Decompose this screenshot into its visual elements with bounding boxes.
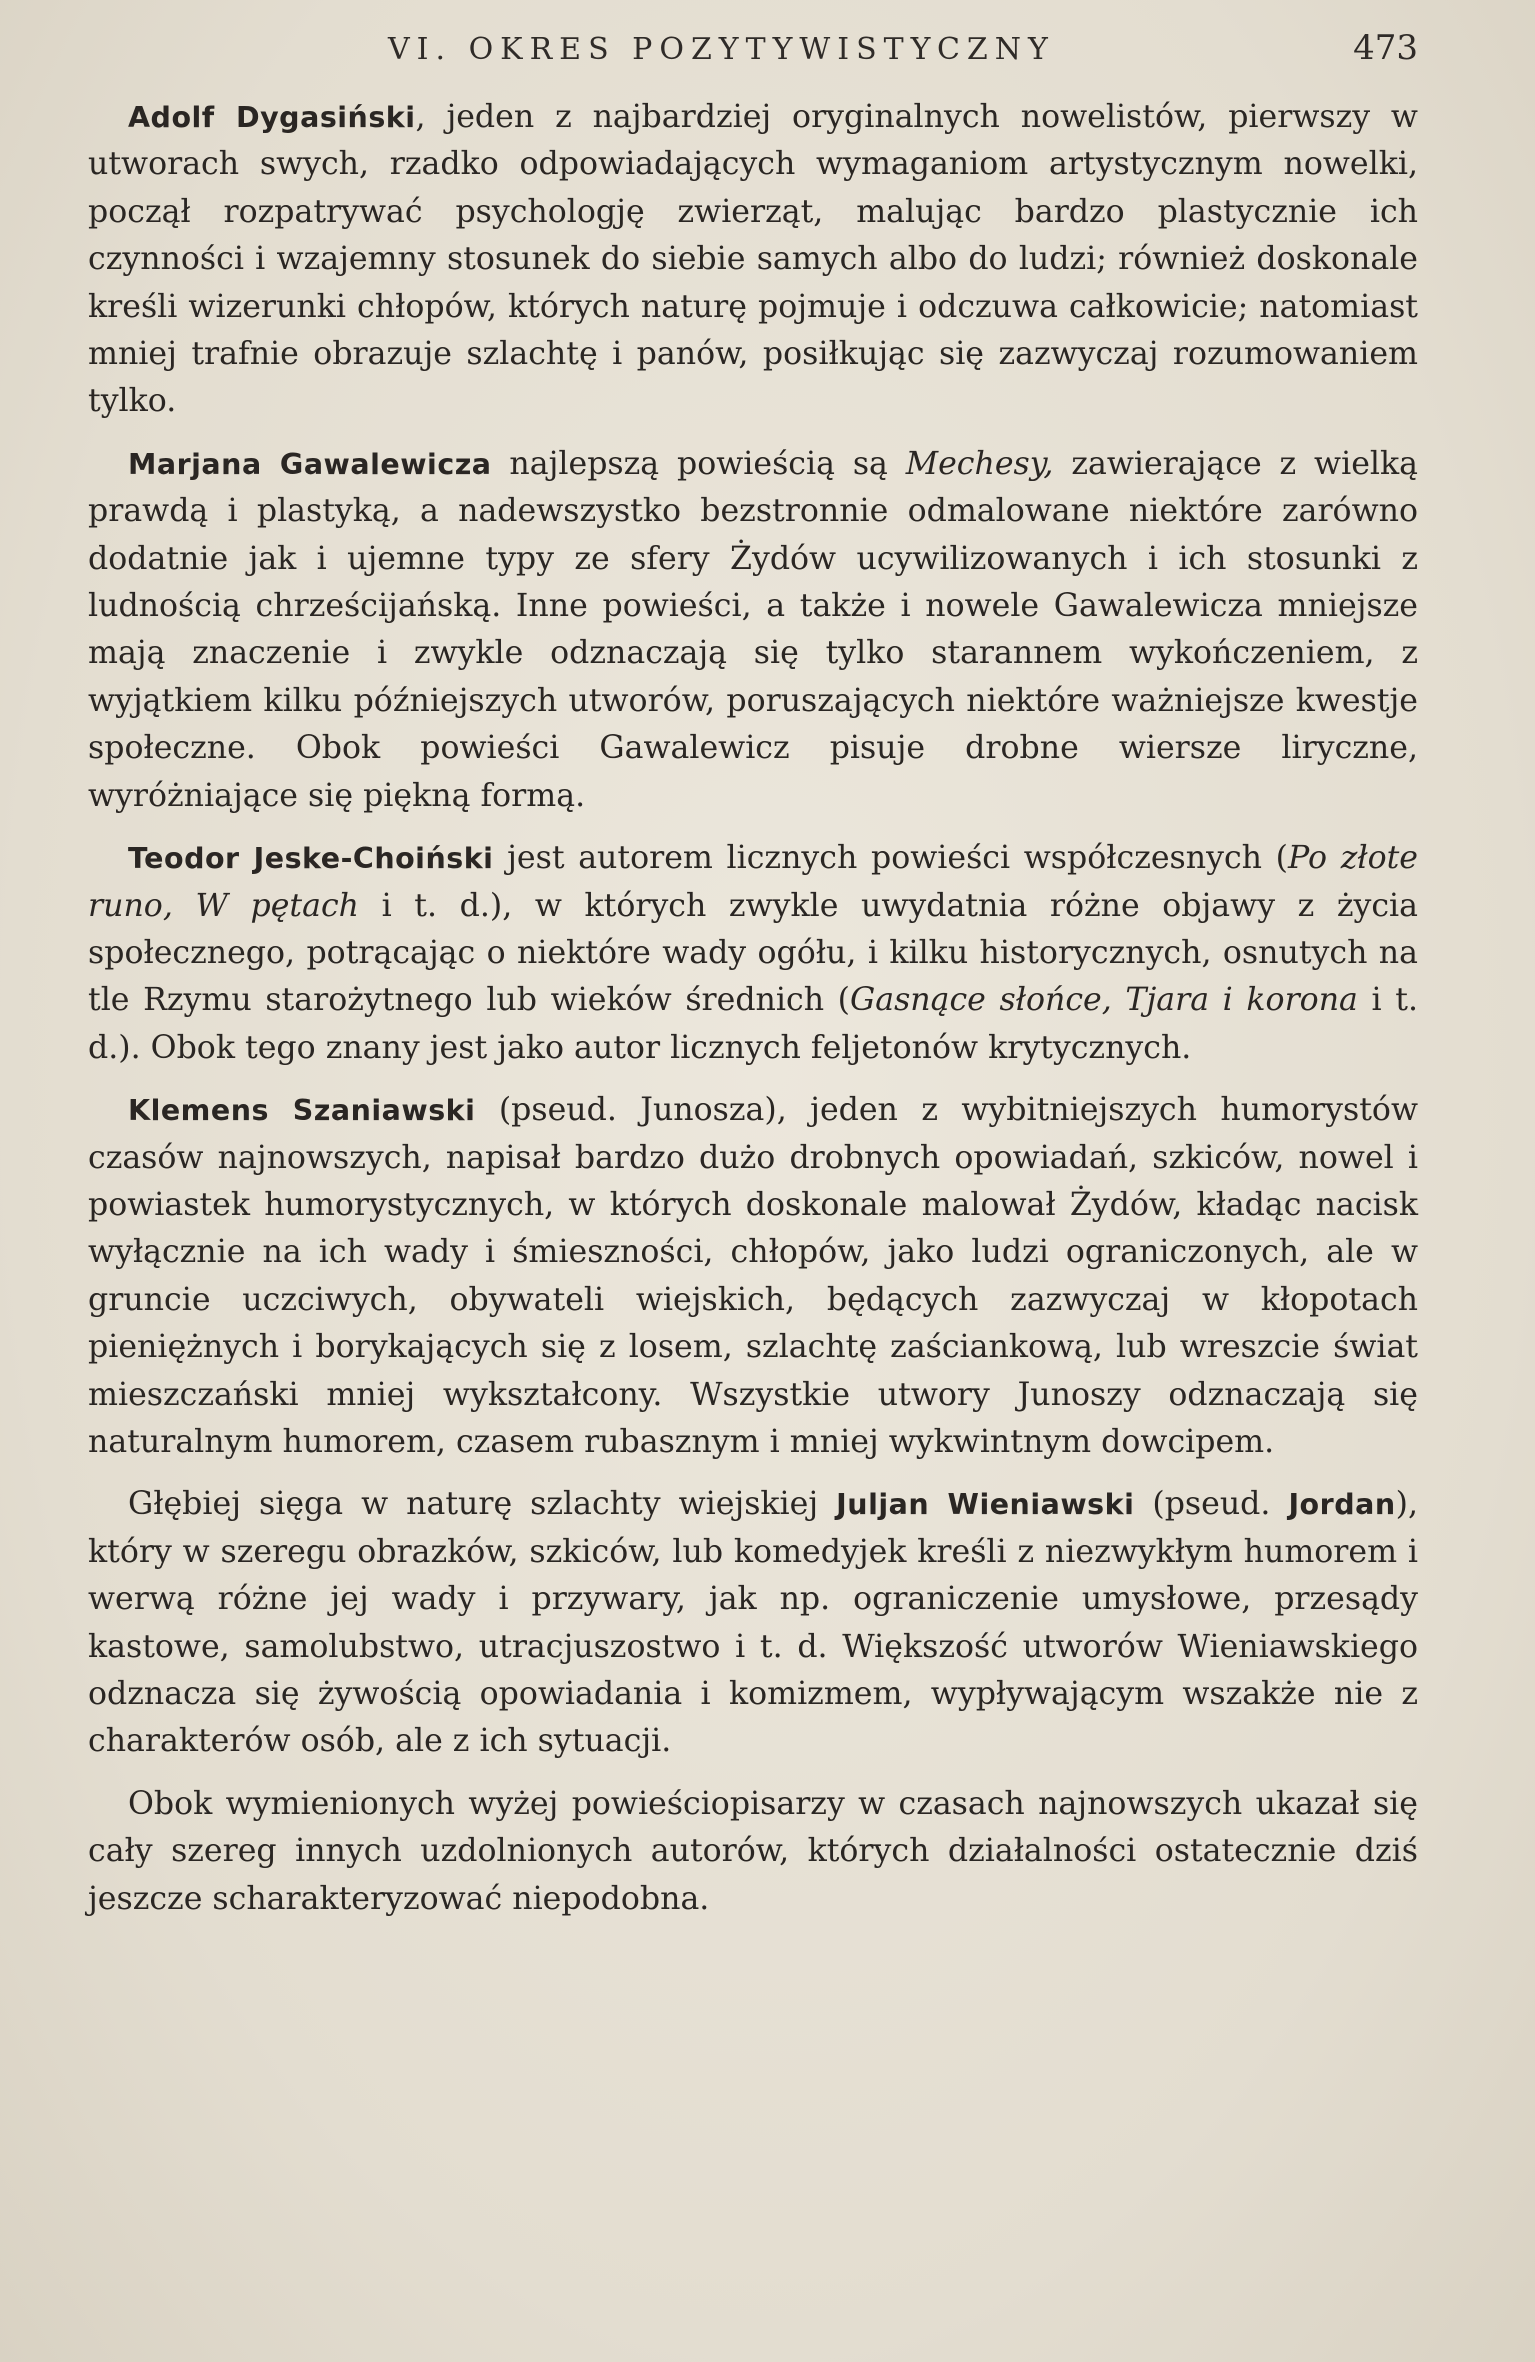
paragraph-text: i t. d.), w których zwykle uwydatnia różne objawy z życia społecznego, potrącając o niektóre wady ogółu, i kilku historycznych, osnutych na tle Rzymu starożytnego lub wieków średnich ( bbox=[88, 887, 1418, 1019]
paragraph-wieniawski bbox=[88, 1481, 1418, 1765]
paragraph-text: zawierające z wielką prawdą i plastyką, a nadewszystko bezstronnie odmalowane niektóre zarówno dodatnie jak i ujemne typy ze sfery Żydów ucywilizowanych i ich stosunki z ludnością chrześcijańską. Inne powieści, a także i nowele Gawalewicza mniejsze mają znaczenie i zwykle odznaczają się tylko starannem wykończeniem, z wyjątkiem kilku późniejszych utworów, poruszających niektóre ważniejsze kwestje społeczne. Obok powieści Gawalewicz pisuje drobne wiersze liryczne, wyróżniające się piękną formą. bbox=[88, 445, 1418, 814]
paragraph-jeske-choinski bbox=[88, 835, 1418, 1072]
paragraph-szaniawski bbox=[88, 1087, 1418, 1466]
work-title: Gasnące słońce, Tjara i korona bbox=[850, 982, 1358, 1019]
paragraph-dygasinski bbox=[88, 94, 1418, 426]
paragraph-text: (pseud. bbox=[1134, 1486, 1289, 1523]
author-name: Adolf Dygasiński bbox=[128, 101, 416, 134]
running-header bbox=[88, 28, 1418, 80]
paragraph-text: najlepszą powieścią są bbox=[491, 445, 906, 482]
work-title: Po złote runo, W pętach bbox=[88, 840, 1418, 924]
page-number: 473 bbox=[1353, 28, 1418, 68]
author-name: Marjana Gawalewicza bbox=[128, 447, 492, 481]
paragraph-text: (pseud. Junosza), jeden z wybitniejszych humorystów czasów najnowszych, napisał bardzo dużo drobnych opowiadań, szkiców, nowel i powiastek humorystycznych, w których doskonale malował Żydów, kładąc nacisk wyłącznie na ich wady i śmieszności, chłopów, jako ludzi ograniczonych, ale w gruncie uczciwych, obywateli wiejskich, będących zazwyczaj w kłopotach pieniężnych i borykających się z losem, szlachtę zaściankową, lub wreszcie świat mieszczański mniej wykształcony. Wszystkie utwory Junoszy odznaczają się naturalnym humorem, czasem rubasznym i mniej wykwintnym dowcipem. bbox=[88, 1092, 1418, 1460]
paragraph-closing bbox=[88, 1781, 1418, 1923]
book-page bbox=[88, 28, 1418, 1938]
author-name: Klemens Szaniawski bbox=[128, 1094, 476, 1128]
work-title: Mechesy, bbox=[905, 445, 1054, 482]
paragraph-text: Obok wymienionych wyżej powieściopisarzy w czasach najnowszych ukazał się cały szereg innych uzdolnionych autorów, których działalności ostatecznie dziś jeszcze scharakteryzować niepodobna. bbox=[88, 1785, 1418, 1917]
paragraph-text: ), który w szeregu obrazków, szkiców, lub komedyjek kreśli z niezwykłym humorem i werwą różne jej wady i przywary, jak np. ograniczenie umysłowe, przesądy kastowe, samolubstwo, utracjuszostwo i t. d. Większość utworów Wieniawskiego odznacza się żywością opowiadania i komizmem, wypływającym wszakże nie z charakterów osób, ale z ich sytuacji. bbox=[88, 1486, 1418, 1760]
paragraph-gawalewicz bbox=[88, 441, 1418, 820]
author-pseudonym: Jordan bbox=[1288, 1488, 1396, 1522]
author-name: Teodor Jeske-Choiński bbox=[128, 842, 494, 876]
author-name: Juljan Wieniawski bbox=[836, 1488, 1135, 1522]
chapter-title: VI. OKRES POZYTYWISTYCZNY bbox=[388, 32, 1055, 67]
paragraph-text: i t. d.). Obok tego znany jest jako autor licznych feljetonów krytycznych. bbox=[88, 982, 1418, 1066]
paragraph-text: Głębiej sięga w naturę szlachty wiejskiej bbox=[128, 1486, 837, 1523]
paragraph-text: , jeden z najbardziej oryginalnych nowelistów, pierwszy w utworach swych, rzadko odpowiadających wymaganiom artystycznym nowelki, począł rozpatrywać psychologję zwierząt, malując bardzo plastycznie ich czynności i wzajemny stosunek do siebie samych albo do ludzi; również doskonale kreśli wizerunki chłopów, których naturę pojmuje i odczuwa całkowicie; natomiast mniej trafnie obrazuje szlachtę i panów, posiłkując się zazwyczaj rozumowaniem tylko. bbox=[88, 99, 1418, 420]
paragraph-text: jest autorem licznych powieści współczesnych ( bbox=[493, 840, 1289, 877]
